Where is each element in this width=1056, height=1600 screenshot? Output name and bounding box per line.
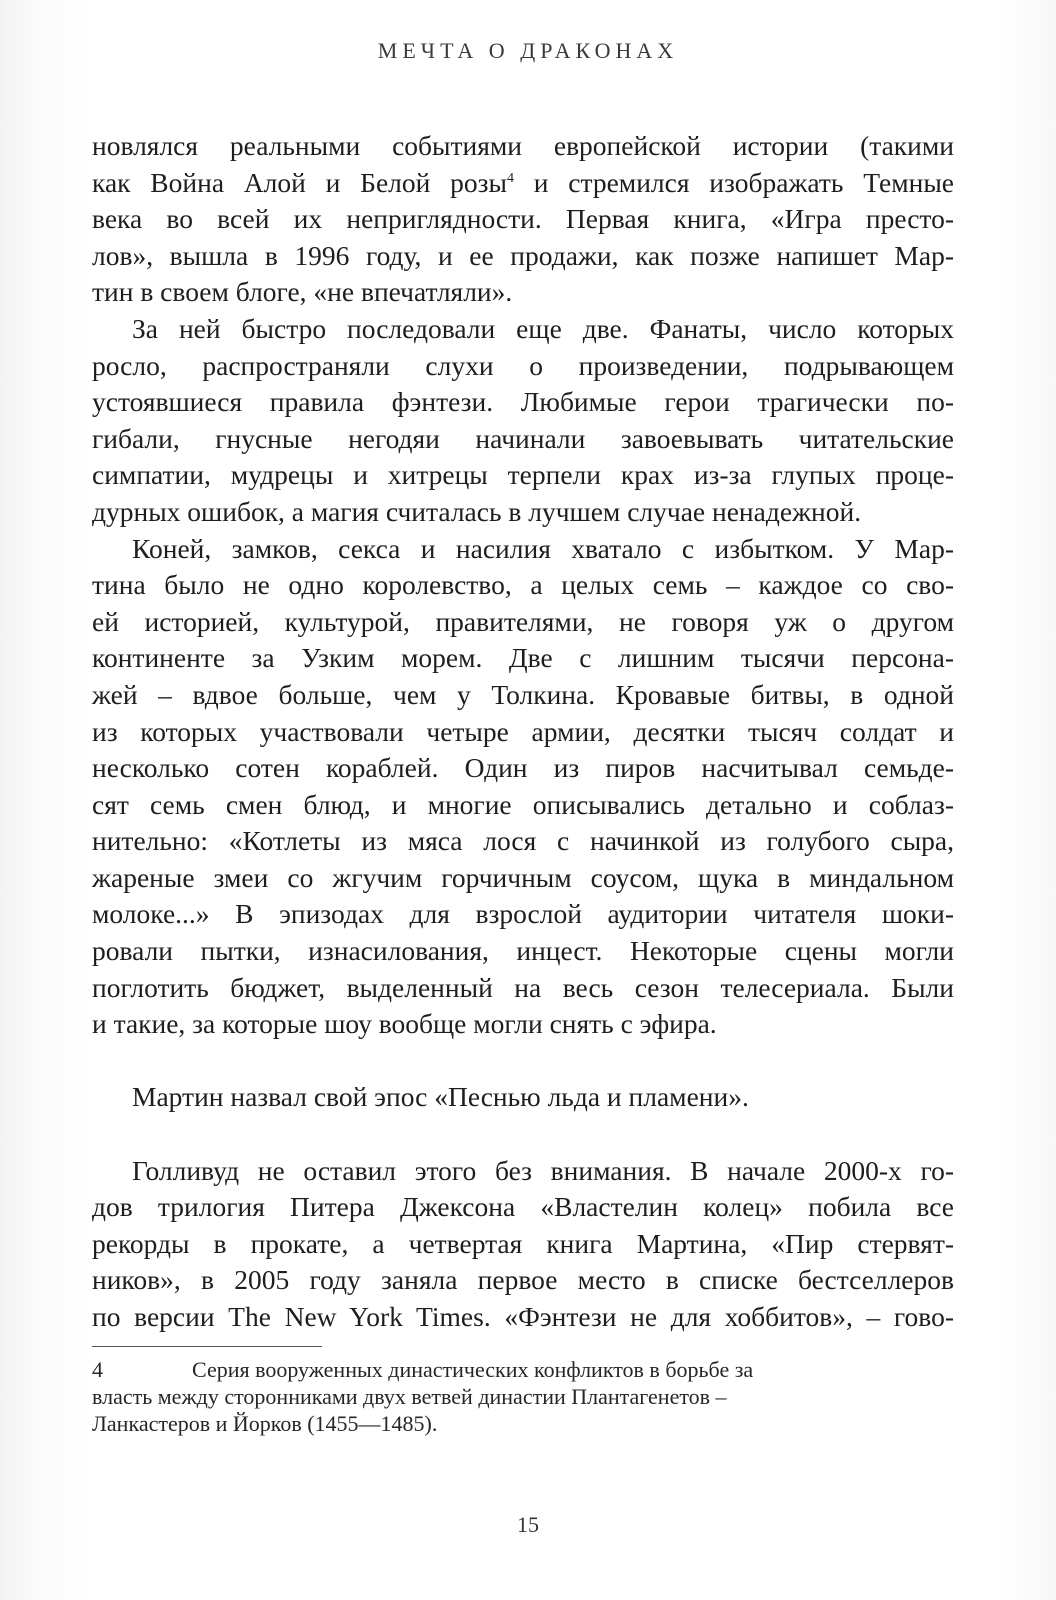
- text-line: континенте за Узким морем. Две с лишним тысячи персона-: [92, 642, 954, 674]
- text-line: века во всей их неприглядности. Первая книга, «Игра престо-: [92, 203, 954, 235]
- text-line: молоке...» В эпизодах для взрослой аудитории читателя шоки-: [92, 898, 954, 930]
- footnote-reference: 4: [506, 170, 514, 186]
- text-line: дов трилогия Питера Джексона «Властелин колец» побила все: [92, 1191, 954, 1223]
- text-line: ей историей, культурой, правителями, не говоря уж о другом: [92, 605, 954, 637]
- paragraph-gap: [92, 1043, 954, 1080]
- text-line: из которых участвовали четыре армии, десятки тысяч солдат и: [92, 715, 954, 747]
- text-line: гибали, гнусные негодяи начинали завоевывать читательские: [92, 422, 954, 454]
- text-line: тина было не одно королевство, а целых семь – каждое со сво-: [92, 569, 954, 601]
- text-line: нительно: «Котлеты из мяса лося с начинкой из голубого сыра,: [92, 825, 954, 857]
- text-line: лов», вышла в 1996 году, и ее продажи, как позже напишет Мар-: [92, 239, 954, 271]
- text-line: симпатии, мудрецы и хитрецы терпели крах из-за глупых проце-: [92, 459, 954, 491]
- text-line: Мартин назвал свой эпос «Песнью льда и пламени».: [132, 1081, 749, 1113]
- footnote-line: власть между сторонниками двух ветвей династии Плантагенетов –: [92, 1384, 727, 1409]
- text-line: дурных ошибок, а магия считалась в лучшем случае ненадежной.: [92, 495, 862, 527]
- text-line: жареные змеи со жгучим горчичным соусом, щука в миндальном: [92, 861, 954, 893]
- text-line: Голливуд не оставил этого без внимания. В начале 2000-х го-: [132, 1154, 954, 1186]
- text-line: устоявшиеся правила фэнтези. Любимые герои трагически по-: [92, 386, 954, 418]
- text-line: Коней, замков, секса и насилия хватало с избытком. У Мар-: [132, 532, 954, 564]
- text-line: ровали пытки, изнасилования, инцест. Некоторые сцены могли: [92, 935, 954, 967]
- text-line: по версии The New York Times. «Фэнтези не для хоббитов», – гово-: [92, 1301, 954, 1332]
- text-line: росло, распространяли слухи о произведении, подрывающем: [92, 349, 954, 381]
- main-text: [92, 128, 954, 1336]
- paragraph-gap: [92, 1116, 954, 1153]
- text-line: как Война Алой и Белой розы$^4$ и стремился изображать Темные: [92, 166, 955, 198]
- text-line: жей – вдвое больше, чем у Толкина. Кровавые битвы, в одной: [92, 678, 954, 710]
- footnote: [92, 1356, 912, 1437]
- footnote-line: Ланкастеров и Йорков (1455—1485).: [92, 1411, 438, 1436]
- footnote-number: 4: [92, 1357, 103, 1382]
- footnote-line: 4 Серия вооруженных династических конфликтов в борьбе за: [92, 1357, 754, 1382]
- footnote-rule: [92, 1346, 322, 1347]
- text-line: и такие, за которые шоу вообще могли снять с эфира.: [92, 1008, 717, 1040]
- text-line: рекорды в прокате, а четвертая книга Мартина, «Пир стервят-: [92, 1227, 954, 1259]
- running-head: МЕЧТА О ДРАКОНАХ: [377, 38, 679, 63]
- text-line: несколько сотен кораблей. Один из пиров насчитывал семьде-: [92, 752, 954, 784]
- page-number: 15: [517, 1512, 539, 1537]
- text-line: ников», в 2005 году заняла первое место в списке бестселлеров: [92, 1264, 954, 1296]
- text-line: тин в своем блоге, «не впечатляли».: [92, 276, 513, 308]
- text-line: За ней быстро последовали еще две. Фанаты, число которых: [132, 312, 954, 344]
- text-line: новлялся реальными событиями европейской истории (такими: [92, 130, 954, 161]
- text-line: сят семь смен блюд, и многие описывались детально и соблаз-: [92, 788, 954, 820]
- text-line: поглотить бюджет, выделенный на весь сезон телесериала. Были: [92, 971, 954, 1003]
